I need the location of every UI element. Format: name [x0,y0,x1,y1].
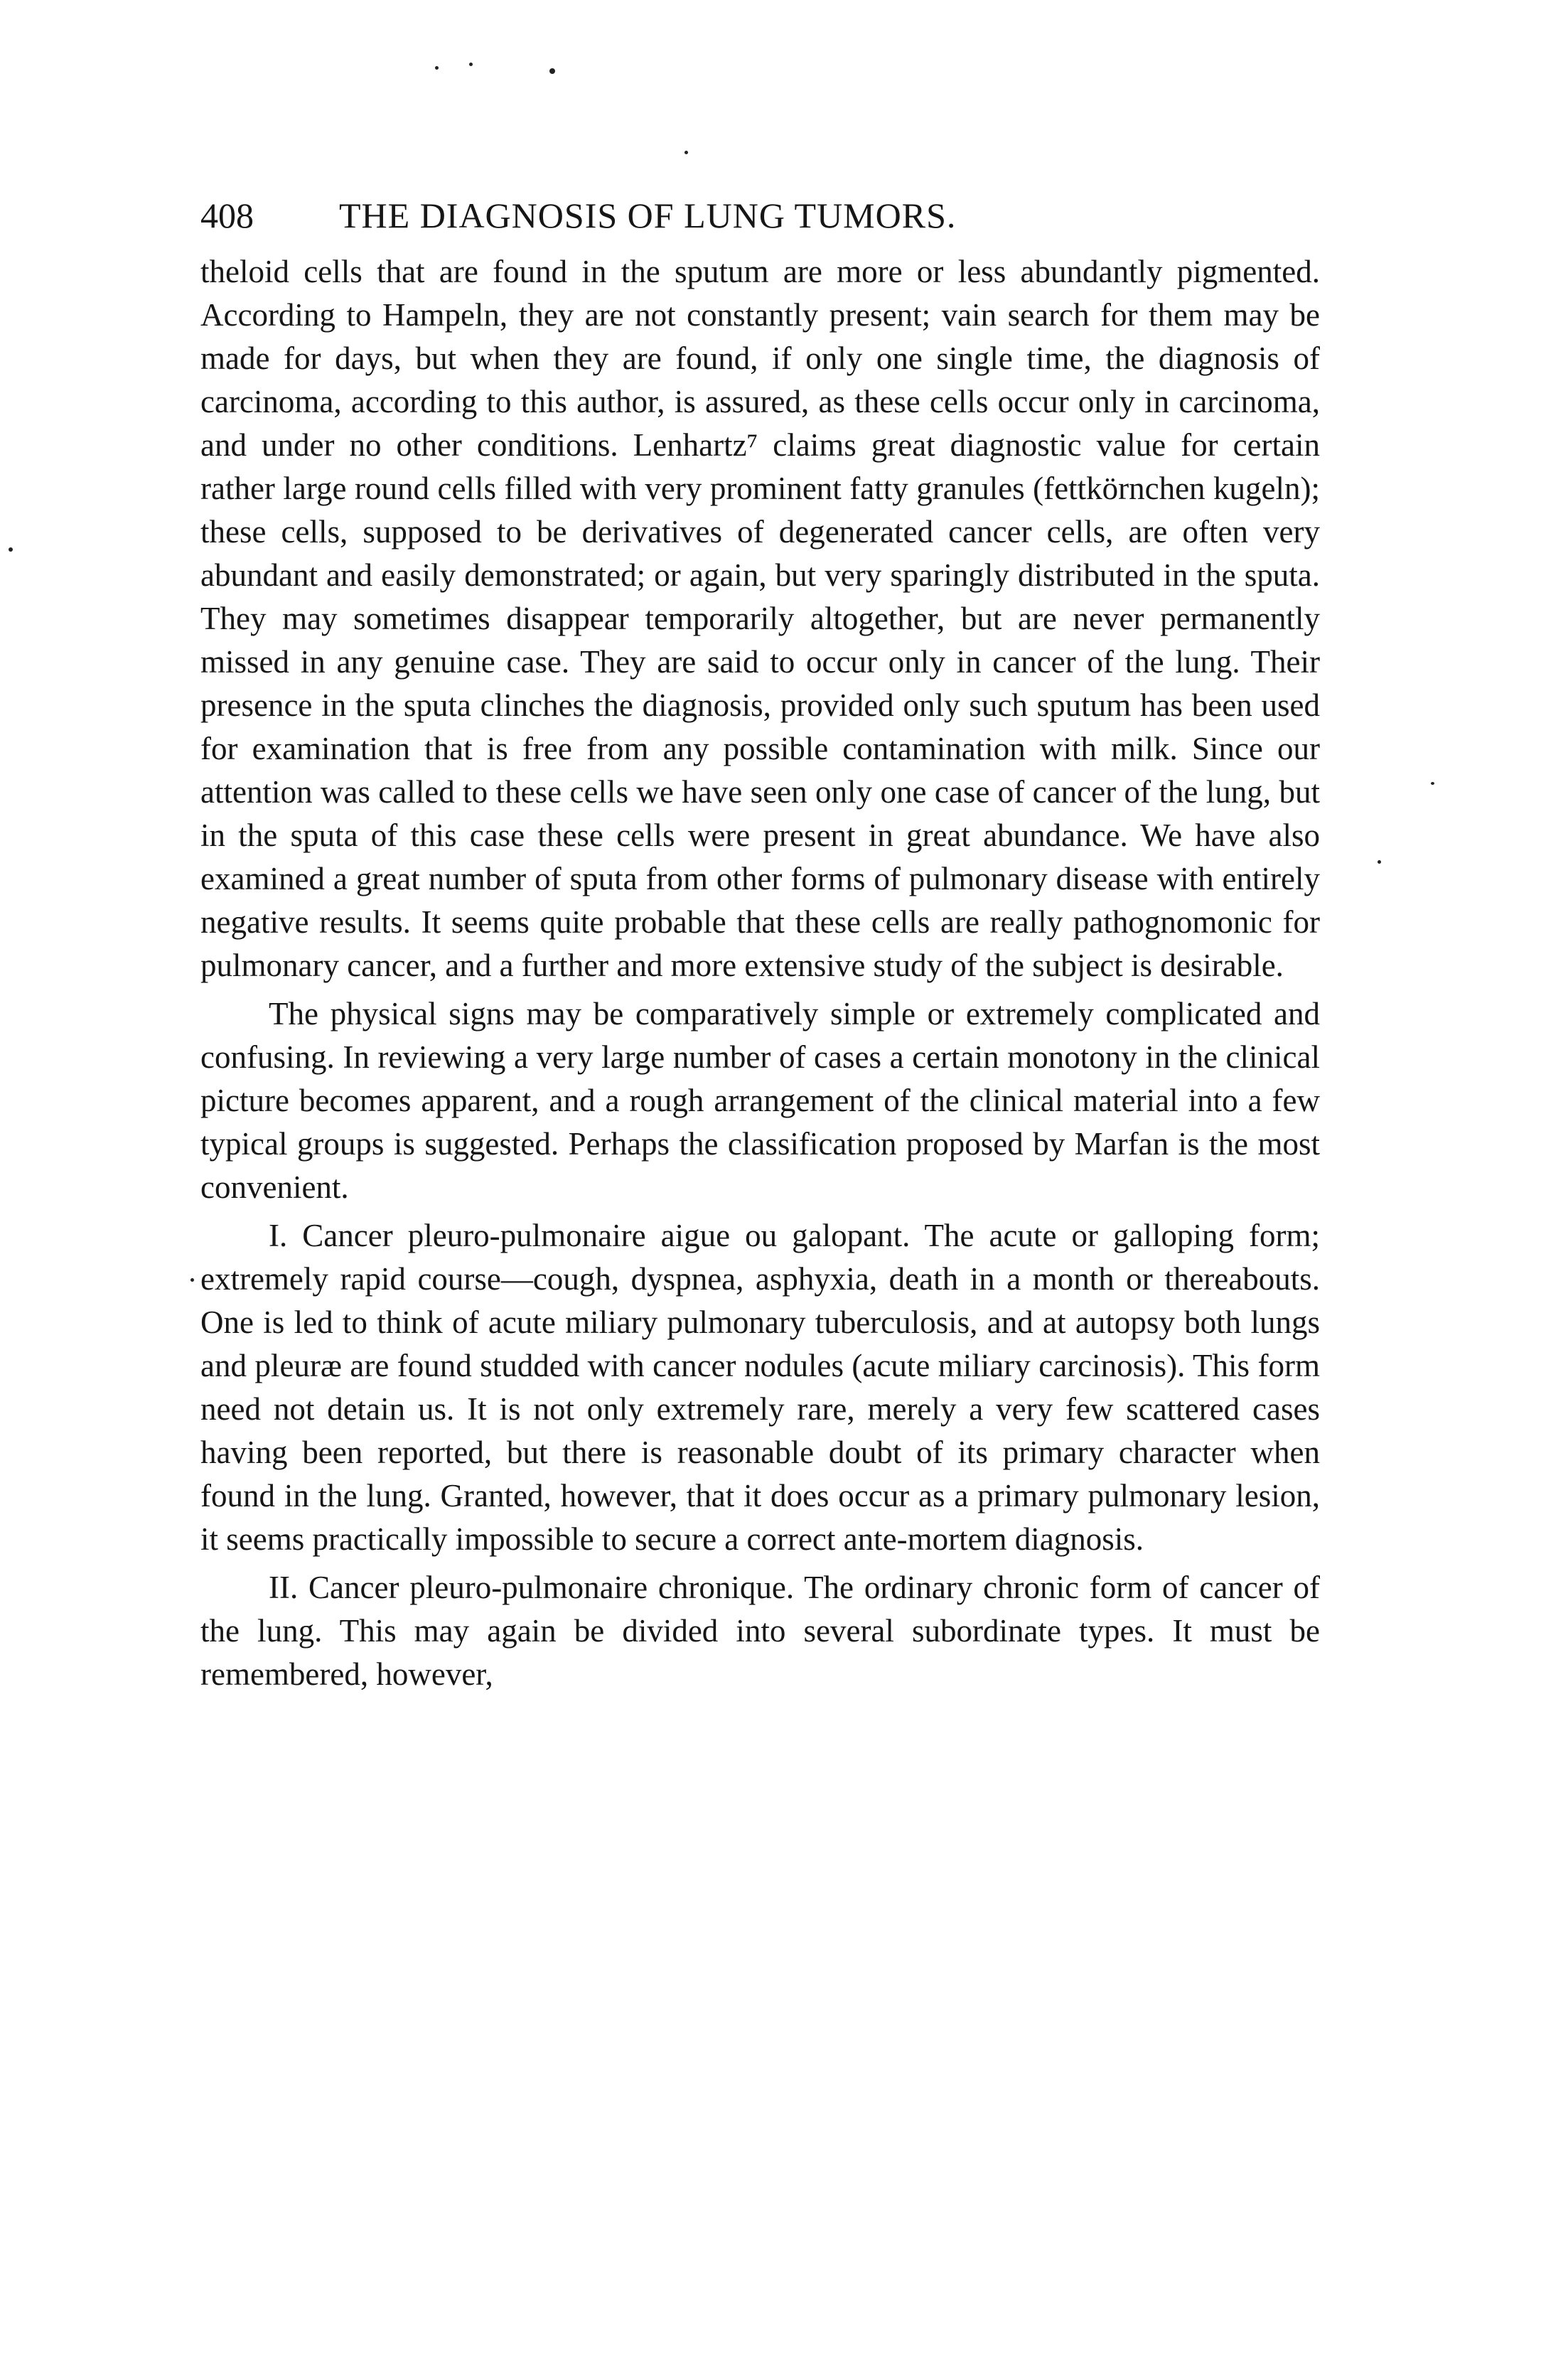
paragraph-chronic-form: II. Cancer pleuro-pulmonaire chronique. The ordinary chronic form of cancer of the lung. This may again be divided into several subordinate types. It must be remembered, however, [200,1570,1320,1692]
paragraph-continued: theloid cells that are found in the sputum are more or less abundantly pigmented. According to Hampeln, they are not constantly present; vain search for them may be made for days, but when they are found, if only one single time, the diagnosis of carcinoma, according to this author, is assured, as these cells occur only in carcinoma, and under no other conditions. Lenhartz⁷ claims great diagnostic value for certain rather large round cells filled with very prominent fatty granules (fettkörnchen kugeln); these cells, supposed to be derivatives of degenerated cancer cells, are often very abundant and easily demonstrated; or again, but very sparingly distributed in the sputa. They may sometimes disappear temporarily altogether, but are never permanently missed in any genuine case. They are said to occur only in cancer of the lung. Their presence in the sputa clinches the diagnosis, provided only such sputum has been used for examination that is free from any possible contamination with milk. Since our attention was called to these cells we have seen only one case of cancer of the lung, but in the sputa of this case these cells were present in great abundance. We have also examined a great number of sputa from other forms of pulmonary disease with entirely negative results. It seems quite probable that these cells are really pathognomonic for pulmonary cancer, and a further and more extensive study of the subject is desirable. [200,254,1320,983]
ink-speck [1431,782,1434,785]
ink-speck [684,151,688,154]
ink-speck [435,66,439,70]
ink-speck [549,68,555,74]
ink-speck [469,63,473,66]
page-number: 408 [200,195,254,235]
paragraph-physical-signs: The physical signs may be comparatively simple or extremely complicated and confusing. In reviewing a very large number of cases a certain monotony in the clinical picture becomes apparent, and a rough arrangement of the clinical material into a few typical groups is suggested. Perhaps the classification proposed by Marfan is the most convenient. [200,996,1320,1205]
ink-speck [190,1278,194,1282]
running-head: THE DIAGNOSIS OF LUNG TUMORS. [339,195,957,235]
ink-speck [9,547,13,552]
paragraph-acute-form: I. Cancer pleuro-pulmonaire aigue ou galopant. The acute or galloping form; extremely rapid course—cough, dyspnea, asphyxia, death in a month or thereabouts. One is led to think of acute miliary pulmonary tuberculosis, and at autopsy both lungs and pleuræ are found studded with cancer nodules (acute miliary carcinosis). This form need not detain us. It is not only extremely rare, merely a very few scattered cases having been reported, but there is reasonable doubt of its primary character when found in the lung. Granted, however, that it does occur as a primary pulmonary lesion, it seems practically impossible to secure a correct ante-mortem diagnosis. [200,1218,1320,1557]
page-header [200,191,1409,240]
ink-speck [1378,860,1381,864]
body-text [200,250,1320,1696]
